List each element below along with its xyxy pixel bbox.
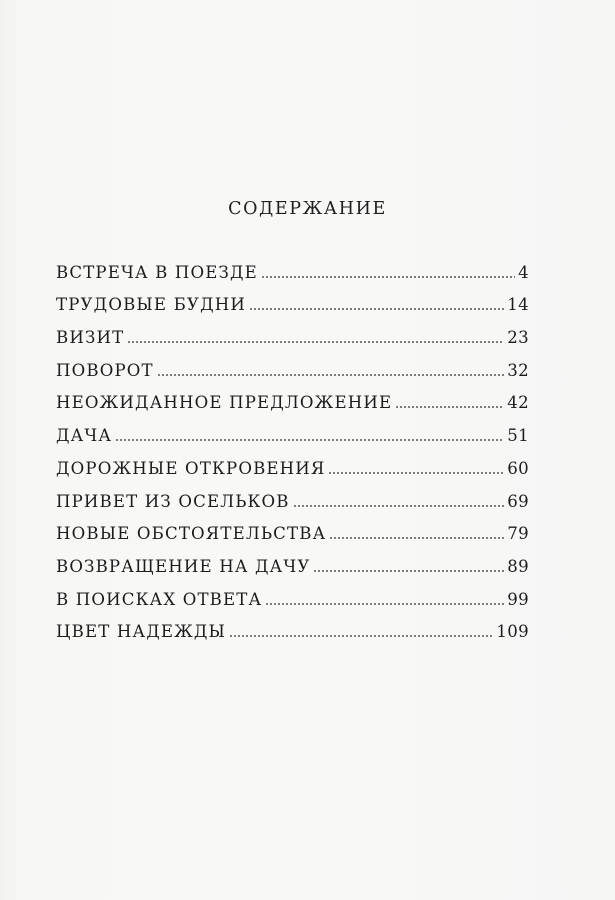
dot-leader [293,505,505,507]
toc-entry-title: В ПОИСКАХ ОТВЕТА [56,589,263,609]
toc-entry [56,576,529,609]
dot-leader [265,603,504,605]
toc-heading: СОДЕРЖАНИЕ [228,199,387,219]
toc-entry [56,314,529,347]
toc-entry-title: ТРУДОВЫЕ БУДНИ [56,295,246,315]
toc-entry-page: 60 [507,458,529,478]
toc-entry-page: 32 [507,360,529,380]
toc-entry-page: 99 [507,589,529,609]
toc-entry [56,543,529,576]
toc-entry-page: 79 [507,524,529,544]
toc-entry [56,511,529,544]
toc-entry-title: ВСТРЕЧА В ПОЕЗДЕ [56,262,258,282]
toc-entry [56,282,529,315]
toc-entry-title: ПОВОРОТ [56,360,154,380]
toc-entry [56,412,529,445]
dot-leader [261,276,515,278]
toc-entry-title: ЦВЕТ НАДЕЖДЫ [56,622,227,642]
toc-entry [56,380,529,413]
table-of-contents [56,249,529,641]
toc-entry-title: ВОЗВРАЩЕНИЕ НА ДАЧУ [56,556,311,576]
toc-entry-page: 14 [507,295,529,315]
toc-entry [56,347,529,380]
toc-entry-title: ВИЗИТ [56,328,125,348]
dot-leader [229,635,493,637]
toc-entry-title: НОВЫЕ ОБСТОЯТЕЛЬСТВА [56,524,327,544]
dot-leader [328,472,504,474]
toc-entry-page: 4 [518,262,529,282]
toc-entry-title: ПРИВЕТ ИЗ ОСЕЛЬКОВ [56,491,290,511]
toc-entry-page: 51 [507,426,529,446]
toc-entry [56,249,529,282]
dot-leader [157,374,505,376]
toc-entry-title: ДОРОЖНЫЕ ОТКРОВЕНИЯ [56,458,326,478]
toc-entry-page: 89 [507,556,529,576]
dot-leader [329,537,504,539]
toc-entry-title: НЕОЖИДАННОЕ ПРЕДЛОЖЕНИЕ [56,393,393,413]
toc-entry [56,445,529,478]
toc-entry-page: 109 [496,622,529,642]
dot-leader [395,406,504,408]
toc-entry [56,478,529,511]
toc-entry-page: 42 [507,393,529,413]
dot-leader [249,308,504,310]
toc-entry [56,609,529,642]
dot-leader [127,341,504,343]
toc-entry-title: ДАЧА [56,426,113,446]
toc-entry-page: 23 [507,328,529,348]
toc-entry-page: 69 [507,491,529,511]
dot-leader [115,439,504,441]
dot-leader [313,570,504,572]
